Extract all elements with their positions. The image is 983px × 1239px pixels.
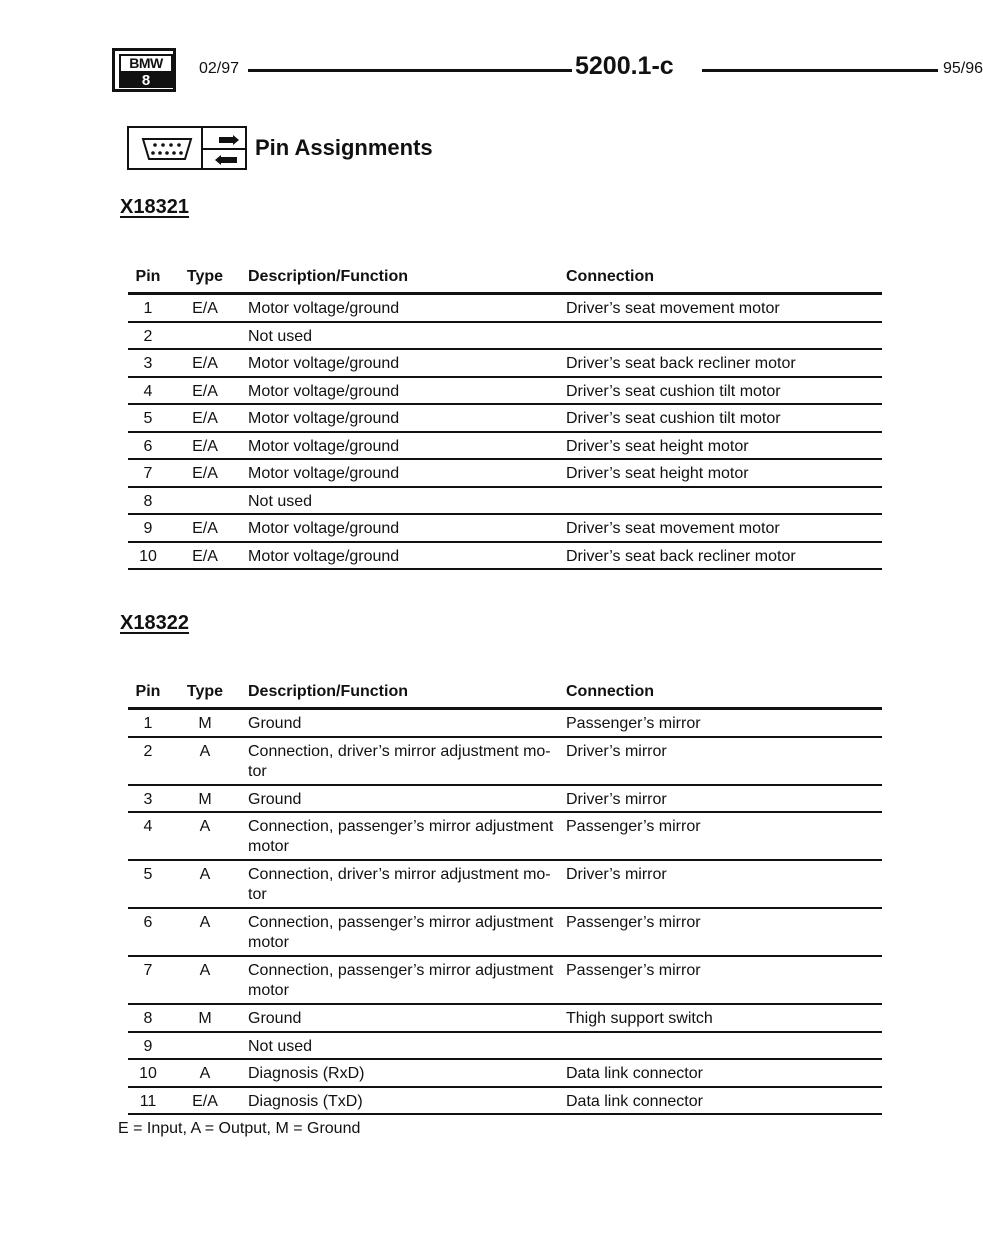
connection-cell: Thigh support switch xyxy=(566,1010,713,1027)
pin-cell: 11 xyxy=(139,1092,157,1110)
connection-cell: Passenger’s mirror xyxy=(566,962,701,979)
type-cell: E/A xyxy=(192,547,218,565)
type-cell: A xyxy=(199,1065,211,1082)
table-row xyxy=(128,909,882,957)
table-row xyxy=(128,710,882,738)
description-cell: Diagnosis (RxD) xyxy=(248,1065,365,1082)
header-type: Type xyxy=(186,683,224,700)
legend: E = Input, A = Output, M = Ground xyxy=(118,1120,361,1137)
pin-cell: 4 xyxy=(143,382,153,400)
table-row xyxy=(128,861,882,909)
pin-cell: 3 xyxy=(143,790,153,808)
connection-cell: Passenger’s mirror xyxy=(566,715,701,732)
header-connection: Connection xyxy=(566,683,654,700)
pin-cell: 2 xyxy=(143,742,153,760)
table-header xyxy=(128,677,882,710)
table-row xyxy=(128,295,882,323)
type-cell: E/A xyxy=(192,382,218,400)
section-title: Pin Assignments xyxy=(255,135,433,160)
bmw-logo xyxy=(112,48,176,92)
page-header xyxy=(112,48,983,92)
connection-cell: Data link connector xyxy=(566,1065,703,1082)
table-row xyxy=(128,1060,882,1088)
type-cell: A xyxy=(199,914,211,931)
type-cell: A xyxy=(199,742,211,760)
description-cell-continued: tor xyxy=(248,886,267,903)
table-row xyxy=(128,786,882,814)
connection-cell: Driver’s seat cushion tilt motor xyxy=(566,382,781,400)
connection-cell: Driver’s seat movement motor xyxy=(566,520,780,537)
pin-cell: 2 xyxy=(143,327,153,345)
table-row xyxy=(128,433,882,461)
table-row xyxy=(128,738,882,786)
description-cell-continued: motor xyxy=(248,934,289,951)
type-cell: A xyxy=(199,962,211,979)
description-cell: Motor voltage/ground xyxy=(248,355,400,372)
connection-cell: Driver’s seat movement motor xyxy=(566,300,780,317)
description-cell: Ground xyxy=(248,790,302,808)
description-cell: Motor voltage/ground xyxy=(248,300,400,317)
input-arrow-icon xyxy=(215,154,239,166)
logo-brand: BMW xyxy=(119,54,173,73)
pin-cell: 1 xyxy=(143,300,153,317)
pin-assignment-icon-box xyxy=(127,126,247,170)
header-date: 02/97 xyxy=(199,60,240,77)
description-cell-continued: tor xyxy=(248,762,267,780)
header-connection: Connection xyxy=(566,268,654,285)
description-cell-continued: motor xyxy=(248,838,289,855)
table-header xyxy=(128,262,882,295)
table-row xyxy=(128,460,882,488)
header-description: Description/Function xyxy=(248,268,408,285)
description-cell: Motor voltage/ground xyxy=(248,437,400,455)
connector-id: X18321 xyxy=(120,196,189,218)
pin-cell: 6 xyxy=(143,437,153,455)
description-cell: Connection, passenger’s mirror adjustment xyxy=(248,914,554,931)
description-cell: Not used xyxy=(248,327,313,345)
type-cell: E/A xyxy=(192,410,218,427)
pin-cell: 7 xyxy=(143,465,153,482)
header-description: Description/Function xyxy=(248,683,408,700)
connection-cell: Driver’s seat back recliner motor xyxy=(566,355,796,372)
type-cell: M xyxy=(198,790,212,808)
type-cell: M xyxy=(198,715,212,732)
connector-id: X18322 xyxy=(120,612,189,634)
header-rule-right xyxy=(702,69,938,72)
table-row xyxy=(128,488,882,516)
description-cell: Ground xyxy=(248,715,302,732)
connection-cell: Driver’s seat height motor xyxy=(566,437,749,455)
header-pin: Pin xyxy=(135,268,161,285)
connection-cell: Driver’s seat height motor xyxy=(566,465,749,482)
table-row xyxy=(128,813,882,861)
type-cell: E/A xyxy=(192,355,218,372)
connection-cell: Driver’s mirror xyxy=(566,866,667,883)
connection-cell: Driver’s seat back recliner motor xyxy=(566,547,796,565)
type-cell: E/A xyxy=(192,465,218,482)
connection-cell: Driver’s mirror xyxy=(566,790,667,808)
description-cell: Connection, driver’s mirror adjustment mo- xyxy=(248,866,551,883)
type-cell: A xyxy=(199,866,211,883)
description-cell-continued: motor xyxy=(248,982,289,999)
connection-cell: Passenger’s mirror xyxy=(566,818,701,835)
table-row xyxy=(128,405,882,433)
type-cell: E/A xyxy=(192,437,218,455)
pin-cell: 3 xyxy=(143,355,153,372)
pin-cell: 7 xyxy=(143,962,153,979)
connection-cell: Driver’s seat cushion tilt motor xyxy=(566,410,781,427)
table-row xyxy=(128,543,882,571)
description-cell: Diagnosis (TxD) xyxy=(248,1092,363,1110)
description-cell: Connection, passenger’s mirror adjustment xyxy=(248,962,554,979)
table-row xyxy=(128,957,882,1005)
description-cell: Connection, driver’s mirror adjustment mo- xyxy=(248,742,551,760)
connection-cell: Passenger’s mirror xyxy=(566,914,701,931)
pin-table-x18322 xyxy=(128,677,882,1115)
table-row xyxy=(128,350,882,378)
pin-cell: 5 xyxy=(143,410,153,427)
header-type: Type xyxy=(186,268,224,285)
table-row xyxy=(128,378,882,406)
table-row xyxy=(128,1088,882,1116)
pin-cell: 10 xyxy=(139,1065,157,1082)
description-cell: Not used xyxy=(248,492,313,510)
output-arrow-icon xyxy=(215,134,239,146)
pin-cell: 5 xyxy=(143,866,153,883)
header-pin: Pin xyxy=(135,683,161,700)
description-cell: Motor voltage/ground xyxy=(248,465,400,482)
logo-series: 8 xyxy=(119,73,173,88)
description-cell: Motor voltage/ground xyxy=(248,382,400,400)
table-row xyxy=(128,1005,882,1033)
pin-cell: 6 xyxy=(143,914,153,931)
type-cell: E/A xyxy=(192,1092,218,1110)
header-rule-left xyxy=(248,69,572,72)
connector-icon xyxy=(139,136,195,162)
pin-cell: 9 xyxy=(143,520,153,537)
description-cell: Motor voltage/ground xyxy=(248,547,400,565)
type-cell: E/A xyxy=(192,300,218,317)
type-cell: E/A xyxy=(192,520,218,537)
pin-table-x18321 xyxy=(128,262,882,570)
description-cell: Motor voltage/ground xyxy=(248,410,400,427)
table-row xyxy=(128,323,882,351)
table-row xyxy=(128,1033,882,1061)
pin-cell: 10 xyxy=(139,547,157,565)
model-years: 95/96 xyxy=(943,60,983,77)
description-cell: Not used xyxy=(248,1037,313,1055)
connection-cell: Data link connector xyxy=(566,1092,703,1110)
table-row xyxy=(128,515,882,543)
connection-cell: Driver’s mirror xyxy=(566,742,667,760)
type-cell: A xyxy=(199,818,211,835)
pin-cell: 1 xyxy=(143,715,153,732)
pin-cell: 8 xyxy=(143,492,153,510)
type-cell: M xyxy=(198,1010,212,1027)
description-cell: Motor voltage/ground xyxy=(248,520,400,537)
description-cell: Ground xyxy=(248,1010,302,1027)
pin-cell: 9 xyxy=(143,1037,153,1055)
doc-number: 5200.1-c xyxy=(575,52,674,80)
pin-cell: 4 xyxy=(143,818,153,835)
pin-cell: 8 xyxy=(143,1010,153,1027)
description-cell: Connection, passenger’s mirror adjustment xyxy=(248,818,554,835)
